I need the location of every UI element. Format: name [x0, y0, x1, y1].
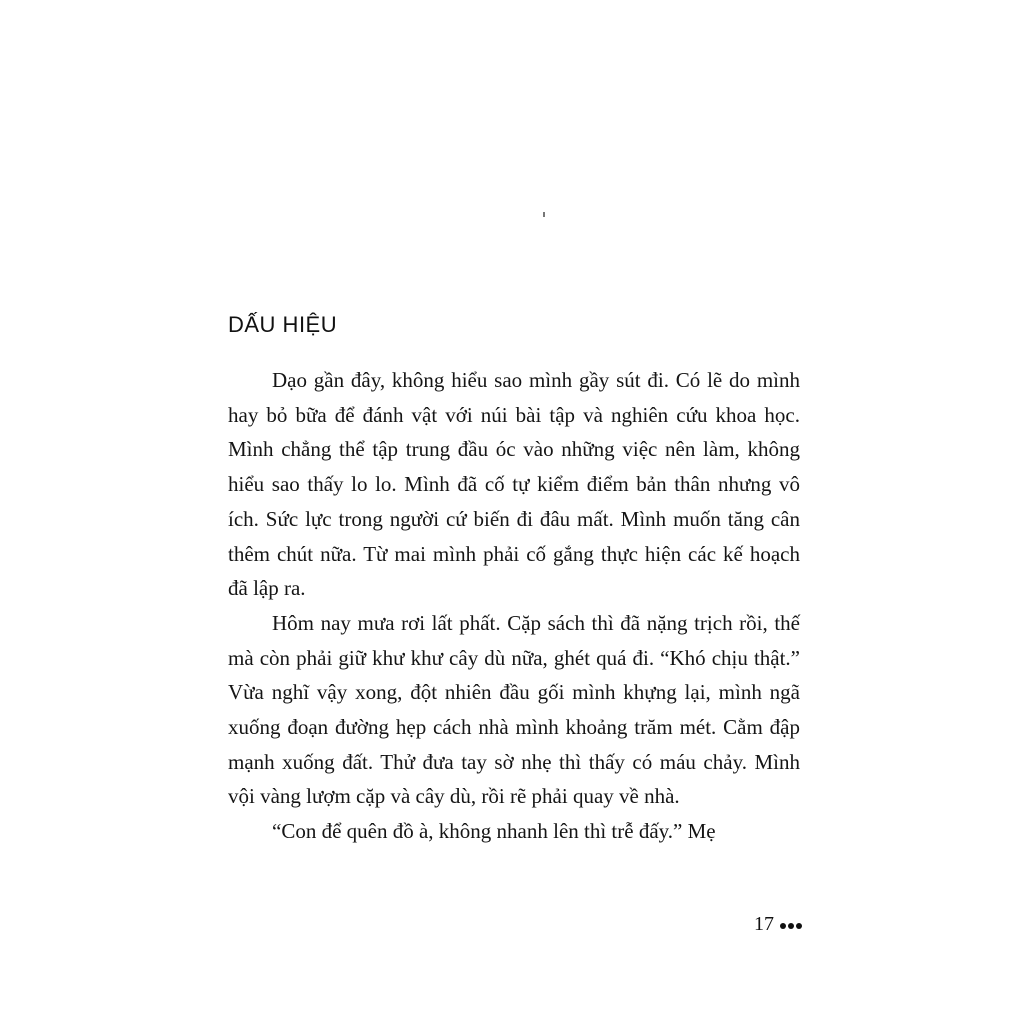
body-text	[228, 363, 800, 849]
page-footer	[754, 913, 802, 936]
paragraph: Hôm nay mưa rơi lất phất. Cặp sách thì đã nặng trịch rồi, thế mà còn phải giữ khư khư cây dù nữa, ghét quá đi. “Khó chịu thật.” Vừa nghĩ vậy xong, đột nhiên đầu gối mình khựng lại, mình ngã xuống đoạn đường hẹp cách nhà mình khoảng trăm mét. Cằm đập mạnh xuống đất. Thử đưa tay sờ nhẹ thì thấy có máu chảy. Mình vội vàng lượm cặp và cây dù, rồi rẽ phải quay về nhà.	[228, 610, 800, 809]
paragraph: Dạo gần đây, không hiểu sao mình gầy sút đi. Có lẽ do mình hay bỏ bữa để đánh vật với núi bài tập và nghiên cứu khoa học. Mình chẳng thể tập trung đầu óc vào những việc nên làm, không hiểu sao thấy lo lo. Mình đã cố tự kiểm điểm bản thân nhưng vô ích. Sức lực trong người cứ biến đi đâu mất. Mình muốn tăng cân thêm chút nữa. Từ mai mình phải cố gắng thực hiện các kế hoạch đã lập ra.	[228, 368, 800, 601]
print-speck	[543, 212, 545, 217]
paragraph: “Con để quên đồ à, không nhanh lên thì trễ đấy.” Mẹ	[272, 819, 716, 844]
chapter-title: DẤU HIỆU	[228, 312, 338, 337]
page-number: 17	[754, 913, 774, 935]
ornament-dots-icon	[780, 923, 802, 929]
